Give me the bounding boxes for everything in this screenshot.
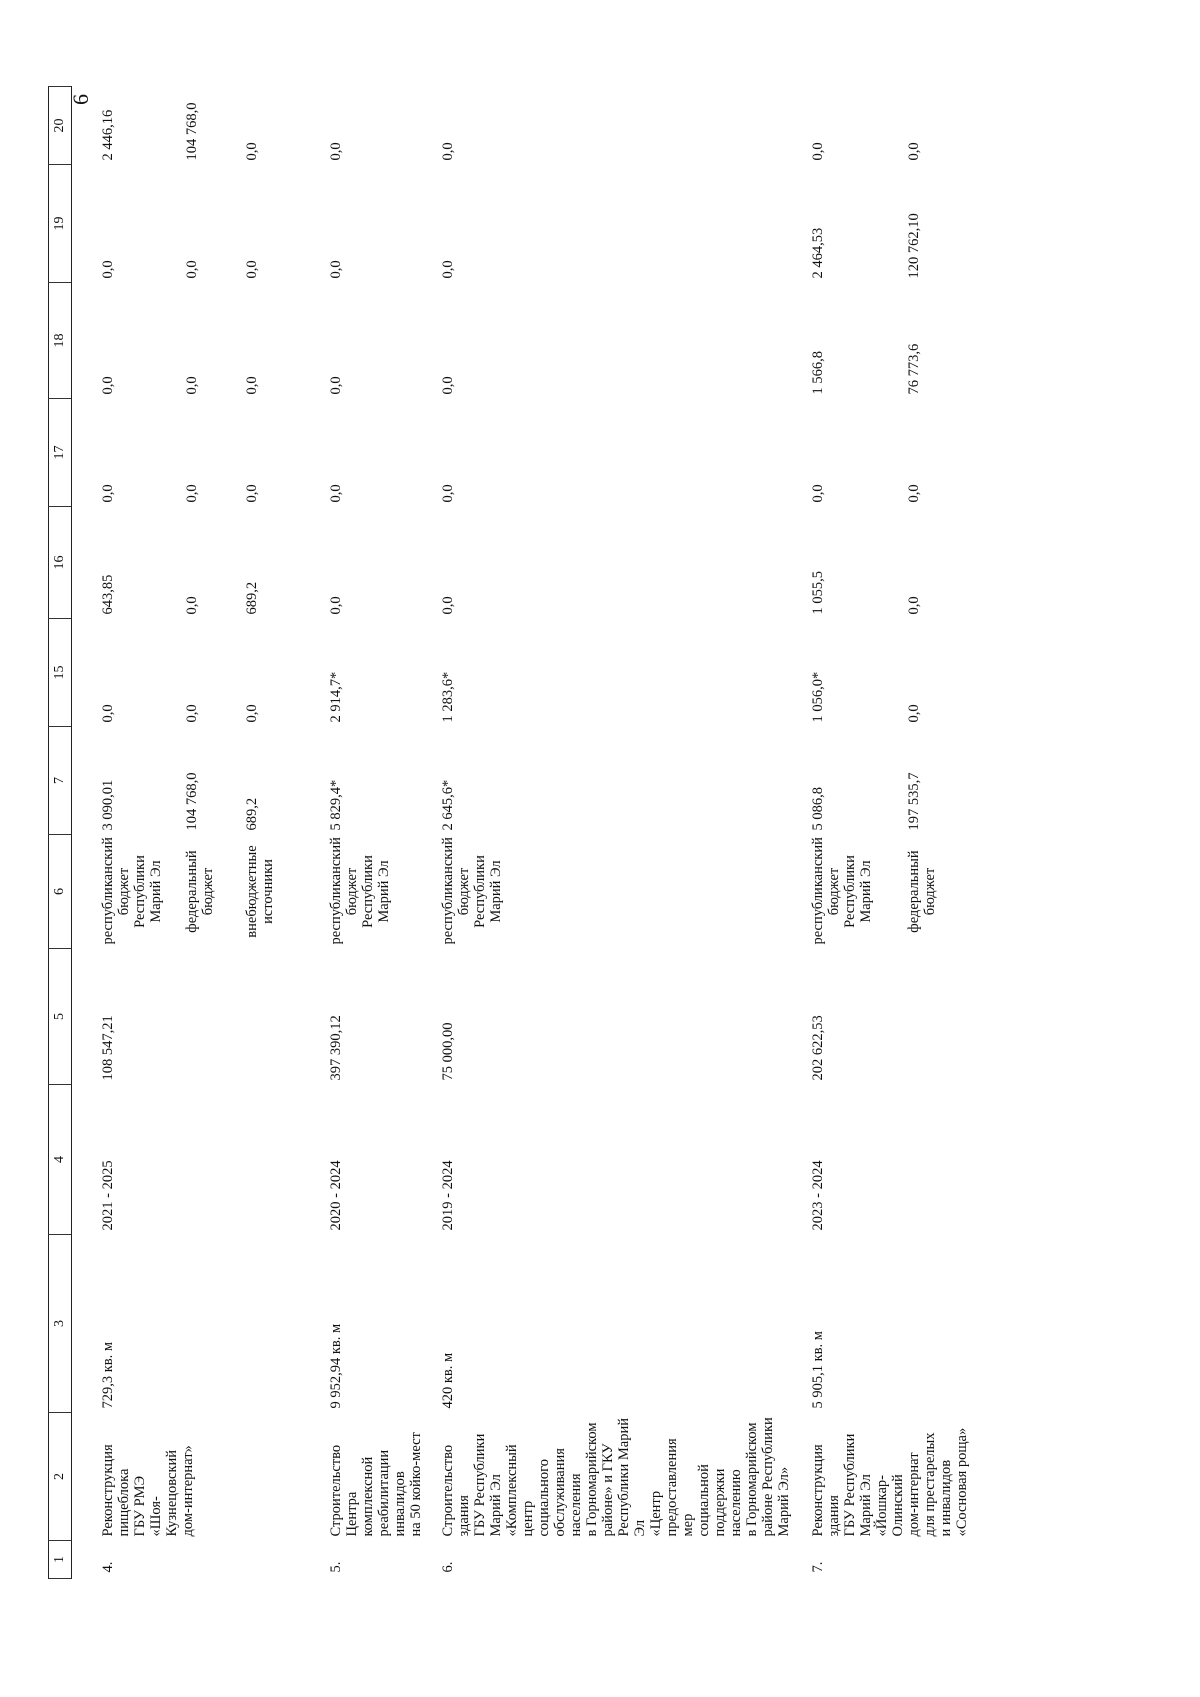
value-col-17: 0,0 <box>328 484 344 503</box>
value-col-7: 104 768,0 <box>184 772 200 831</box>
col-header-3: 3 <box>49 1235 72 1413</box>
value-col-16: 1 055,5 <box>810 571 826 615</box>
value-col-19-cell <box>792 165 978 283</box>
value-col-20: 104 768,0 <box>184 102 200 161</box>
value-col-16-cell <box>424 507 792 619</box>
col-header-1: 1 <box>49 1541 72 1579</box>
row-number: 7. <box>810 1561 826 1573</box>
value-col-7: 2 645,6* <box>440 779 456 831</box>
funding-source: федеральный бюджет <box>906 850 938 933</box>
value-col-15: 0,0 <box>244 704 260 723</box>
value-col-18: 1 566,8 <box>810 351 826 395</box>
value-col-18: 0,0 <box>244 376 260 395</box>
value-col-20-cell <box>300 87 424 165</box>
value-col-17: 0,0 <box>440 484 456 503</box>
implementation-period: 2020 - 2024 <box>328 1160 344 1231</box>
value-col-17: 0,0 <box>244 484 260 503</box>
value-col-19: 0,0 <box>100 260 116 279</box>
value-col-18-cell <box>424 283 792 399</box>
row-number: 6. <box>440 1561 456 1573</box>
value-col-19: 0,0 <box>244 260 260 279</box>
value-col-15: 2 914,7* <box>328 671 344 723</box>
value-col-18: 0,0 <box>328 376 344 395</box>
object-name: Реконструкция пищеблока ГБУ РМЭ «Шоя-Кузнецовский дом-интернат» <box>100 1444 196 1537</box>
column-numbers-row <box>49 87 72 1579</box>
value-col-17: 0,0 <box>906 484 922 503</box>
funding-source: внебюджетные источники <box>244 845 276 938</box>
value-col-7-cell <box>300 727 424 835</box>
value-col-19: 0,0 <box>328 260 344 279</box>
col-header-19: 19 <box>49 165 72 283</box>
funding-source-cell <box>792 835 978 949</box>
value-col-19-cell <box>300 165 424 283</box>
funding-source: республиканский бюджет Республики Марий Эл <box>440 837 504 945</box>
estimated-cost: 75 000,00 <box>440 1022 456 1081</box>
table-row <box>300 87 424 1579</box>
value-col-18: 0,0 <box>440 376 456 395</box>
value-col-16: 689,2 <box>244 581 260 615</box>
value-col-17-cell <box>424 399 792 507</box>
row-number: 4. <box>100 1561 116 1573</box>
funding-source: республиканский бюджет Республики Марий Эл <box>100 837 164 945</box>
value-col-20: 2 446,16 <box>100 109 116 161</box>
object-capacity: 729,3 кв. м <box>100 1341 116 1409</box>
value-col-19: 0,0 <box>184 260 200 279</box>
value-col-15-cell <box>792 619 978 727</box>
value-col-15: 0,0 <box>184 704 200 723</box>
col-header-15: 15 <box>49 619 72 727</box>
col-header-7: 7 <box>49 727 72 835</box>
value-col-7-cell <box>424 727 792 835</box>
object-name: Реконструкция здания ГБУ Республики Марий Эл «Йошкар-Олинский дом-интернат для престарелых и инвалидов «Сосновая роща» <box>810 1427 970 1537</box>
col-header-18: 18 <box>49 283 72 399</box>
value-col-16: 0,0 <box>906 596 922 615</box>
funding-source-cell <box>72 835 301 949</box>
table-body <box>72 87 979 1579</box>
value-col-20-cell <box>424 87 792 165</box>
col-header-16: 16 <box>49 507 72 619</box>
value-col-7: 197 535,7 <box>906 772 922 831</box>
page-number: 6 <box>68 94 93 105</box>
table-row <box>424 87 792 1579</box>
funding-source: федеральный бюджет <box>184 850 216 933</box>
value-col-18-cell <box>300 283 424 399</box>
funding-source: республиканский бюджет Республики Марий Эл <box>810 837 874 945</box>
funding-source-cell <box>424 835 792 949</box>
value-col-19: 2 464,53 <box>810 227 826 279</box>
value-col-19-cell <box>72 165 301 283</box>
value-col-17-cell <box>72 399 301 507</box>
col-header-6: 6 <box>49 835 72 949</box>
estimated-cost: 397 390,12 <box>328 1015 344 1081</box>
value-col-7: 5 829,4* <box>328 779 344 831</box>
value-col-7: 3 090,01 <box>100 779 116 831</box>
object-name: Строительство Центра комплексной реабилитации инвалидов на 50 койко-мест <box>328 1432 424 1537</box>
value-col-16: 643,85 <box>100 574 116 615</box>
value-col-17: 0,0 <box>810 484 826 503</box>
value-col-15-cell <box>72 619 301 727</box>
value-col-18-cell <box>72 283 301 399</box>
table-row <box>792 87 978 1579</box>
value-col-20-cell <box>792 87 978 165</box>
object-capacity: 9 952,94 кв. м <box>328 1323 344 1409</box>
value-col-19-cell <box>424 165 792 283</box>
value-col-7-cell <box>792 727 978 835</box>
value-col-18: 0,0 <box>100 376 116 395</box>
investment-objects-table <box>48 86 978 1579</box>
value-col-20: 0,0 <box>810 142 826 161</box>
implementation-period: 2023 - 2024 <box>810 1160 826 1231</box>
value-col-15: 0,0 <box>100 704 116 723</box>
value-col-16: 0,0 <box>328 596 344 615</box>
col-header-2: 2 <box>49 1413 72 1541</box>
col-header-17: 17 <box>49 399 72 507</box>
object-capacity: 420 кв. м <box>440 1352 456 1409</box>
col-header-5: 5 <box>49 949 72 1085</box>
implementation-period: 2021 - 2025 <box>100 1160 116 1231</box>
value-col-16-cell <box>300 507 424 619</box>
value-col-20-cell <box>72 87 301 165</box>
value-col-7: 689,2 <box>244 797 260 831</box>
value-col-20: 0,0 <box>244 142 260 161</box>
value-col-15-cell <box>424 619 792 727</box>
table-row <box>72 87 301 1579</box>
value-col-15: 1 283,6* <box>440 671 456 723</box>
value-col-15: 1 056,0* <box>810 671 826 723</box>
estimated-cost: 202 622,53 <box>810 1015 826 1081</box>
object-name: Строительство здания ГБУ Республики Марий Эл «Комплексный центр социального обслуживания населения в Горномарийском районе» и ГКУ Республики Марий Эл «Центр предоставления мер социальной поддержки населению в Горномарийском районе Республики Марий Эл» <box>440 1417 792 1537</box>
value-col-17: 0,0 <box>184 484 200 503</box>
estimated-cost: 108 547,21 <box>100 1015 116 1081</box>
value-col-20: 0,0 <box>440 142 456 161</box>
value-col-19: 120 762,10 <box>906 213 922 279</box>
value-col-18: 0,0 <box>184 376 200 395</box>
value-col-17-cell <box>792 399 978 507</box>
funding-source: республиканский бюджет Республики Марий Эл <box>328 837 392 945</box>
value-col-15: 0,0 <box>906 704 922 723</box>
value-col-18-cell <box>792 283 978 399</box>
value-col-16-cell <box>72 507 301 619</box>
value-col-16-cell <box>792 507 978 619</box>
value-col-16: 0,0 <box>184 596 200 615</box>
row-number: 5. <box>328 1561 344 1573</box>
value-col-20: 0,0 <box>906 142 922 161</box>
funding-source-cell <box>300 835 424 949</box>
implementation-period: 2019 - 2024 <box>440 1160 456 1231</box>
value-col-7: 5 086,8 <box>810 787 826 831</box>
value-col-15-cell <box>300 619 424 727</box>
value-col-17: 0,0 <box>100 484 116 503</box>
value-col-20: 0,0 <box>328 142 344 161</box>
object-capacity: 5 905,1 кв. м <box>810 1331 826 1409</box>
value-col-7-cell <box>72 727 301 835</box>
value-col-18: 76 773,6 <box>906 343 922 395</box>
col-header-20: 20 <box>49 87 72 165</box>
col-header-4: 4 <box>49 1085 72 1235</box>
value-col-17-cell <box>300 399 424 507</box>
value-col-19: 0,0 <box>440 260 456 279</box>
value-col-16: 0,0 <box>440 596 456 615</box>
